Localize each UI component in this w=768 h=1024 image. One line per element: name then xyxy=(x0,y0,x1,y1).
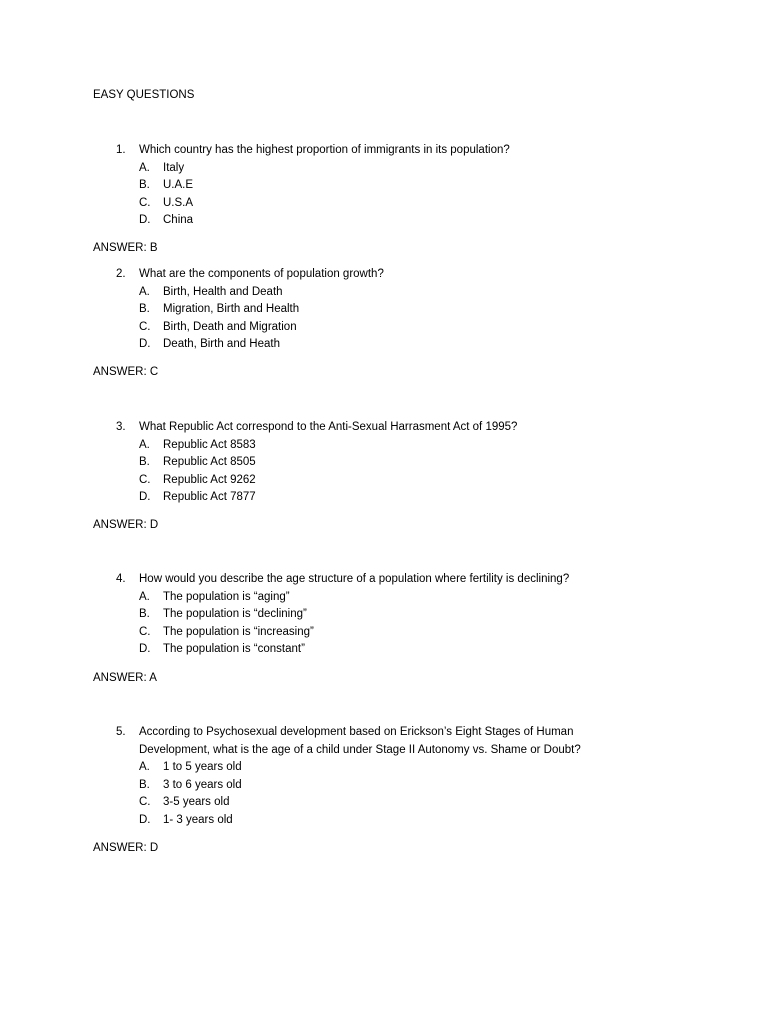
question-block-3 xyxy=(93,419,733,534)
option-letter: C. xyxy=(139,196,151,209)
answer-key: ANSWER: D xyxy=(93,518,159,531)
option-text: Italy xyxy=(163,161,185,174)
question-number: 3. xyxy=(116,421,126,433)
option-d xyxy=(93,641,733,659)
question-line xyxy=(93,419,733,437)
question-line-continued xyxy=(93,742,733,760)
option-c xyxy=(93,195,733,213)
option-letter: A. xyxy=(139,161,150,174)
question-text: How would you describe the age structure of a population where fertility is declining? xyxy=(139,573,570,585)
option-text: Republic Act 7877 xyxy=(163,491,256,503)
question-block-5 xyxy=(93,724,733,858)
option-letter: A. xyxy=(139,285,150,298)
option-c xyxy=(93,319,733,337)
option-a xyxy=(93,437,733,455)
option-text: Death, Birth and Heath xyxy=(163,338,280,350)
option-b xyxy=(93,777,733,795)
option-letter: C. xyxy=(139,473,151,486)
question-number: 5. xyxy=(116,726,126,738)
option-d xyxy=(93,812,733,830)
option-text: 1 to 5 years old xyxy=(163,761,242,773)
option-a xyxy=(93,160,733,178)
question-line xyxy=(93,266,733,284)
option-letter: B. xyxy=(139,778,150,791)
question-text: What Republic Act correspond to the Anti-Sexual Harrasment Act of 1995? xyxy=(139,421,518,433)
option-letter: B. xyxy=(139,456,150,468)
option-text: The population is “aging” xyxy=(163,590,290,603)
option-letter: A. xyxy=(139,438,150,451)
option-letter: C. xyxy=(139,796,151,808)
option-text: Birth, Death and Migration xyxy=(163,320,297,333)
option-letter: A. xyxy=(139,590,150,603)
option-c xyxy=(93,794,733,812)
option-text: The population is “declining” xyxy=(163,608,307,620)
option-c xyxy=(93,624,733,642)
option-text: 3-5 years old xyxy=(163,796,230,808)
option-d xyxy=(93,336,733,354)
option-a xyxy=(93,284,733,302)
option-text: Republic Act 8505 xyxy=(163,456,256,468)
option-letter: D. xyxy=(139,813,151,826)
option-text: The population is “increasing” xyxy=(163,625,314,638)
option-text: The population is “constant” xyxy=(163,643,305,655)
question-number: 1. xyxy=(116,144,126,156)
option-text: China xyxy=(163,214,194,226)
option-b xyxy=(93,177,733,195)
option-b xyxy=(93,454,733,472)
question-block-1 xyxy=(93,142,733,257)
question-line xyxy=(93,142,733,160)
option-text: Republic Act 9262 xyxy=(163,473,256,486)
option-text: U.S.A xyxy=(163,196,194,209)
answer-key: ANSWER: C xyxy=(93,365,159,378)
option-letter: C. xyxy=(139,625,151,638)
question-block-4 xyxy=(93,571,733,687)
question-line xyxy=(93,571,733,589)
option-text: U.A.E xyxy=(163,179,194,191)
option-c xyxy=(93,472,733,490)
answer-key: ANSWER: A xyxy=(93,671,157,684)
option-text: 1- 3 years old xyxy=(163,813,233,826)
question-text: What are the components of population growth? xyxy=(139,268,384,280)
option-letter: B. xyxy=(139,179,150,191)
question-block-2 xyxy=(93,266,733,381)
option-letter: D. xyxy=(139,214,151,226)
option-letter: B. xyxy=(139,303,150,315)
question-number: 2. xyxy=(116,268,126,280)
page-heading: EASY QUESTIONS xyxy=(93,89,195,101)
option-b xyxy=(93,606,733,624)
option-letter: C. xyxy=(139,320,151,333)
option-a xyxy=(93,759,733,777)
option-letter: D. xyxy=(139,643,151,655)
option-d xyxy=(93,489,733,507)
option-letter: D. xyxy=(139,338,151,350)
option-a xyxy=(93,589,733,607)
question-text: According to Psychosexual development based on Erickson’s Eight Stages of Human xyxy=(139,726,574,738)
question-text: Which country has the highest proportion of immigrants in its population? xyxy=(139,144,510,156)
option-letter: B. xyxy=(139,608,150,620)
question-line xyxy=(93,724,733,742)
option-b xyxy=(93,301,733,319)
option-text: Republic Act 8583 xyxy=(163,438,256,451)
answer-key: ANSWER: B xyxy=(93,241,158,254)
question-number: 4. xyxy=(116,573,126,585)
option-letter: A. xyxy=(139,761,150,773)
option-text: Birth, Health and Death xyxy=(163,285,283,298)
question-text: Development, what is the age of a child under Stage II Autonomy vs. Shame or Doubt? xyxy=(139,743,581,756)
option-text: Migration, Birth and Health xyxy=(163,303,300,315)
answer-key: ANSWER: D xyxy=(93,842,159,854)
option-text: 3 to 6 years old xyxy=(163,778,242,791)
option-d xyxy=(93,212,733,230)
option-letter: D. xyxy=(139,491,151,503)
